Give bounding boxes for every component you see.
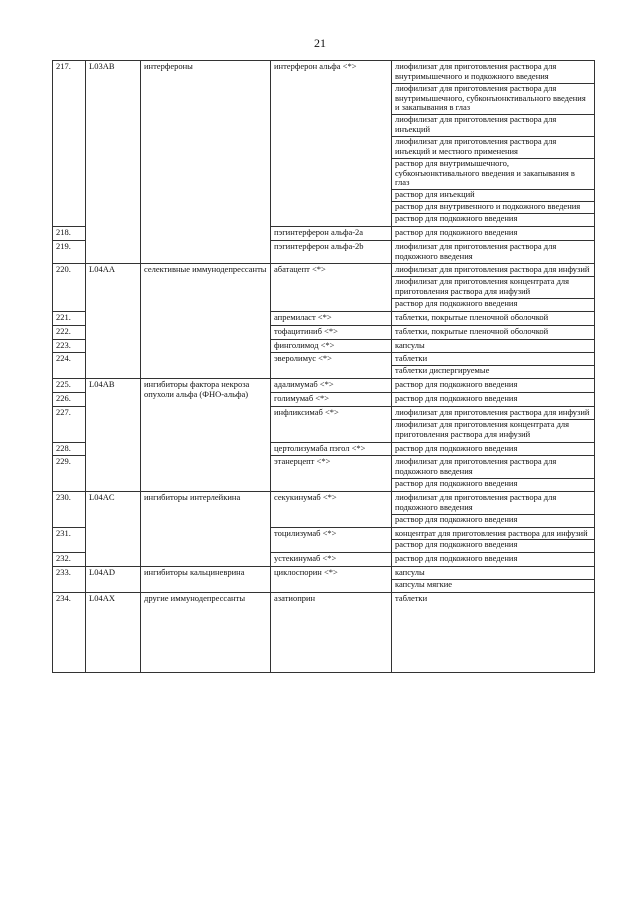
drug-name: голимумаб <*> [271,393,392,407]
dosage-form: лиофилизат для приготовления раствора для подкожного введения [392,493,594,515]
dosage-form: раствор для подкожного введения [395,539,518,550]
dosage-form: лиофилизат для приготовления раствора для подкожного введения [392,457,594,479]
entry-number: 217. [53,61,86,227]
atc-code: L04AA [86,264,141,379]
table-row [53,379,595,393]
drug-name: абатацепт <*> [271,264,392,311]
dosage-form: раствор для подкожного введения [395,298,518,309]
group-name: интерфероны [141,61,271,264]
dosage-form: лиофилизат для приготовления раствора для подкожного введения [395,240,557,261]
dosage-forms [392,226,595,240]
dosage-form: раствор для подкожного введения [395,393,518,404]
dosage-forms [392,491,595,527]
drug-name: цертолизумаба пэгол <*> [271,442,392,456]
dosage-form: таблетки диспергируемые [395,365,490,376]
dosage-form: раствор для внутривенного и подкожного введения [392,202,594,214]
drug-name: циклоспорин <*> [271,567,392,593]
dosage-form: раствор для подкожного введения [395,442,518,453]
entry-number: 220. [53,264,86,311]
entry-number: 223. [53,339,86,353]
dosage-form: раствор для подкожного введения [395,226,518,237]
drug-name: тоцилизумаб <*> [271,527,392,553]
dosage-form: раствор для подкожного введения [395,478,518,489]
table-row [53,567,595,593]
atc-code: L03AB [86,61,141,264]
dosage-form: раствор для внутримышечного, субконъюнктивального введения и закапывания в глаз [392,159,594,191]
drug-table [52,60,595,673]
drug-name: финголимод <*> [271,339,392,353]
dosage-form: лиофилизат для приготовления раствора для инфузий [392,408,594,420]
entry-number: 228. [53,442,86,456]
drug-name: устекинумаб <*> [271,553,392,567]
entry-number: 231. [53,527,86,553]
drug-name: эверолимус <*> [271,353,392,379]
drug-name: этанерцепт <*> [271,456,392,492]
dosage-forms [392,339,595,353]
dosage-form: раствор для подкожного введения [395,553,518,564]
drug-name: азатиоприн [271,592,392,672]
group-name: другие иммунодепрессанты [141,592,271,672]
atc-code: L04AB [86,379,141,492]
dosage-forms [392,592,595,672]
dosage-form: лиофилизат для приготовления раствора для инъекций [392,115,594,137]
dosage-form: лиофилизат для приготовления раствора для внутримышечного, субконъюнктивального введения и закапывания в глаз [392,84,594,116]
group-name: селективные иммунодепрессанты [141,264,271,379]
dosage-forms [392,264,595,311]
table-row [53,592,595,672]
entry-number: 225. [53,379,86,393]
dosage-form: таблетки [395,592,428,603]
dosage-form: раствор для инъекций [392,190,594,202]
dosage-forms [392,567,595,593]
drug-name: пэгинтерферон альфа-2a [271,226,392,240]
dosage-form: лиофилизат для приготовления концентрата для приготовления раствора для инфузий [395,418,570,439]
group-name: ингибиторы фактора некроза опухоли альфа (ФНО-альфа) [141,379,271,492]
drug-name: пэгинтерферон альфа-2b [271,240,392,264]
dosage-form: капсулы [392,568,594,580]
dosage-form: раствор для подкожного введения [395,379,518,390]
dosage-form: таблетки, покрытые пленочной оболочкой [395,311,549,322]
dosage-forms [392,393,595,407]
group-name: ингибиторы интерлейкина [141,491,271,566]
entry-number: 229. [53,456,86,492]
entry-number: 218. [53,226,86,240]
drug-name: адалимумаб <*> [271,379,392,393]
dosage-forms [392,379,595,393]
atc-code: L04AX [86,592,141,672]
drug-name: инфликсимаб <*> [271,406,392,442]
dosage-forms [392,527,595,553]
dosage-form: концентрат для приготовления раствора для инфузий [392,529,594,541]
dosage-form: раствор для подкожного введения [395,513,518,524]
dosage-form: лиофилизат для приготовления раствора для инфузий [392,265,594,277]
dosage-forms [392,442,595,456]
entry-number: 221. [53,311,86,325]
table-row [53,491,595,527]
table-row [53,264,595,311]
entry-number: 234. [53,592,86,672]
entry-number: 233. [53,567,86,593]
dosage-forms [392,456,595,492]
dosage-form: лиофилизат для приготовления концентрата для приготовления раствора для инфузий [392,277,594,299]
entry-number: 222. [53,325,86,339]
dosage-forms [392,240,595,264]
drug-name: тофацитиниб <*> [271,325,392,339]
dosage-forms [392,61,595,227]
dosage-form: капсулы мягкие [395,578,453,589]
entry-number: 227. [53,406,86,442]
entry-number: 230. [53,491,86,527]
atc-code: L04AC [86,491,141,566]
dosage-form: капсулы [395,339,425,350]
drug-name: интерферон альфа <*> [271,61,392,227]
drug-name: секукинумаб <*> [271,491,392,527]
dosage-form: таблетки, покрытые пленочной оболочкой [395,325,549,336]
entry-number: 219. [53,240,86,264]
dosage-forms [392,311,595,325]
drug-name: апремиласт <*> [271,311,392,325]
entry-number: 224. [53,353,86,379]
atc-code: L04AD [86,567,141,593]
dosage-forms [392,406,595,442]
dosage-forms [392,553,595,567]
group-name: ингибиторы кальциневрина [141,567,271,593]
entry-number: 226. [53,393,86,407]
table-row [53,61,595,227]
dosage-form: таблетки [392,354,594,366]
dosage-form: лиофилизат для приготовления раствора для инъекций и местного применения [392,137,594,159]
dosage-form: раствор для подкожного введения [395,213,518,224]
dosage-form: лиофилизат для приготовления раствора для внутримышечного и подкожного введения [392,62,594,84]
dosage-forms [392,353,595,379]
entry-number: 232. [53,553,86,567]
dosage-forms [392,325,595,339]
page-number: 21 [314,36,326,50]
